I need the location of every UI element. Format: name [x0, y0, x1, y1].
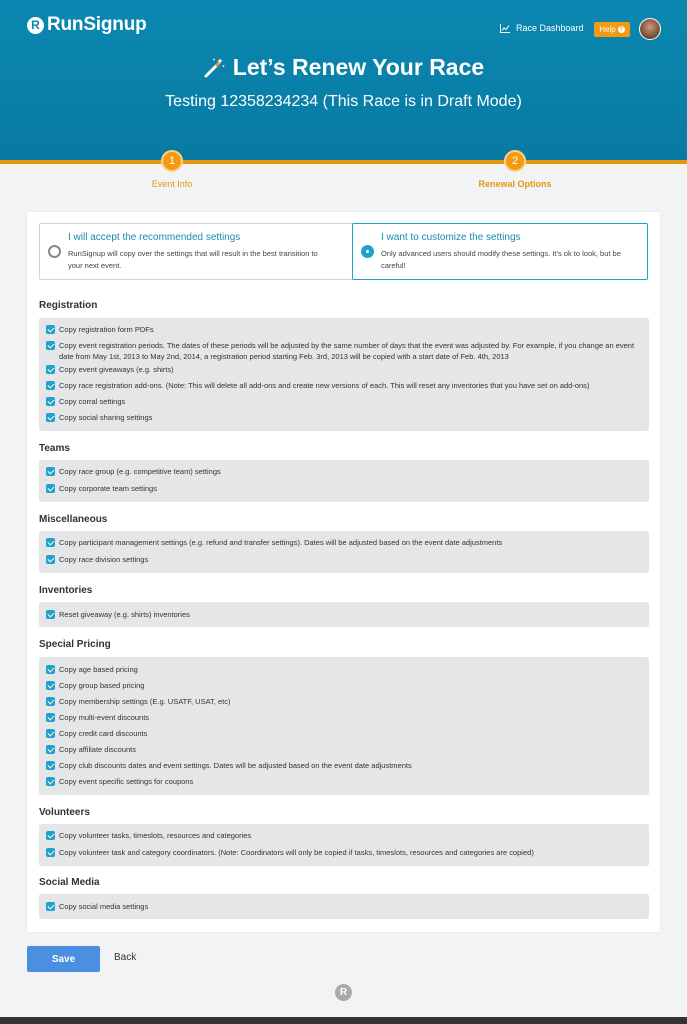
- recommended-radio[interactable]: [48, 245, 61, 258]
- step-2-label[interactable]: Renewal Options: [478, 179, 552, 189]
- registration-panel: [39, 318, 649, 431]
- footer-logo-icon: R: [335, 984, 352, 1001]
- checkbox-label: Copy multi-event discounts: [59, 713, 150, 722]
- checkbox-row[interactable]: [46, 340, 641, 362]
- section-title-special-pricing: Special Pricing: [39, 639, 111, 650]
- volunteers-panel: [39, 824, 649, 866]
- race-dashboard-label: Race Dashboard: [516, 23, 584, 33]
- help-label: Help: [599, 25, 616, 34]
- customize-radio[interactable]: [361, 245, 374, 258]
- checkbox[interactable]: [46, 729, 55, 738]
- recommended-settings-option[interactable]: [39, 223, 363, 280]
- customize-description: Only advanced users should modify these settings. It's ok to look, but be careful!: [381, 249, 621, 270]
- magic-wand-icon: [203, 57, 225, 79]
- checkbox[interactable]: [46, 325, 55, 334]
- checkbox-label: Copy race registration add-ons. (Note: This will delete all add-ons and create new versions of each. This will reset any inventories that you have set on add-ons): [59, 381, 590, 390]
- checkbox-label: Copy affiliate discounts: [59, 745, 136, 754]
- page-title: Let’s Renew Your Race: [232, 54, 485, 80]
- checkbox-label: Copy social media settings: [59, 902, 149, 911]
- checkbox-label: Reset giveaway (e.g. shirts) inventories: [59, 610, 190, 619]
- checkbox-row[interactable]: [46, 696, 230, 707]
- logo-mark: R: [27, 17, 44, 34]
- checkbox-row[interactable]: [46, 466, 221, 477]
- checkbox[interactable]: [46, 831, 55, 840]
- checkbox-label: Copy membership settings (E.g. USATF, USAT, etc): [59, 697, 231, 706]
- checkbox-row[interactable]: [46, 364, 174, 375]
- checkbox-label: Copy club discounts dates and event settings. Dates will be adjusted based on the event date adjustments: [59, 761, 412, 770]
- checkbox[interactable]: [46, 745, 55, 754]
- help-button[interactable]: [594, 22, 630, 37]
- question-icon: ?: [619, 26, 624, 33]
- checkbox-row[interactable]: [46, 712, 149, 723]
- checkbox[interactable]: [46, 777, 55, 786]
- save-button[interactable]: Save: [27, 946, 100, 972]
- checkbox-row[interactable]: [46, 664, 138, 675]
- logo-text: RunSignup: [47, 14, 147, 35]
- checkbox[interactable]: [46, 341, 55, 350]
- checkbox-row[interactable]: [46, 396, 125, 407]
- checkbox-row[interactable]: [46, 760, 412, 771]
- checkbox-row[interactable]: [46, 901, 148, 912]
- chart-icon: [500, 24, 510, 33]
- checkbox[interactable]: [46, 665, 55, 674]
- social-media-panel: [39, 894, 649, 919]
- checkbox-row[interactable]: [46, 324, 154, 335]
- page-title-row: [0, 54, 687, 81]
- back-link[interactable]: Back: [114, 952, 137, 963]
- checkbox-row[interactable]: [46, 776, 193, 787]
- checkbox-label: Copy event giveaways (e.g. shirts): [59, 365, 174, 374]
- renewal-options-card: [27, 212, 660, 932]
- bottom-bar: [0, 1017, 687, 1024]
- checkbox-row[interactable]: [46, 847, 534, 858]
- checkbox[interactable]: [46, 467, 55, 476]
- race-subtitle: Testing 12358234234 (This Race is in Draft Mode): [165, 93, 522, 110]
- checkbox-label: Copy age based pricing: [59, 665, 138, 674]
- recommended-title: I will accept the recommended settings: [68, 232, 241, 243]
- checkbox[interactable]: [46, 555, 55, 564]
- teams-panel: [39, 460, 649, 502]
- checkbox-row[interactable]: [46, 483, 157, 494]
- checkbox[interactable]: [46, 484, 55, 493]
- checkbox[interactable]: [46, 697, 55, 706]
- recommended-description: RunSignup will copy over the settings that will result in the best transition to your next event.: [68, 249, 318, 270]
- runsignup-logo[interactable]: [27, 14, 147, 36]
- checkbox-row[interactable]: [46, 728, 147, 739]
- customize-settings-option[interactable]: [352, 223, 648, 280]
- checkbox[interactable]: [46, 538, 55, 547]
- checkbox-row[interactable]: [46, 537, 502, 548]
- checkbox-label: Copy participant management settings (e.g. refund and transfer settings). Dates will be adjusted based on the event date adjustments: [59, 538, 503, 547]
- checkbox[interactable]: [46, 848, 55, 857]
- checkbox-label: Copy volunteer task and category coordinators. (Note: Coordinators will only be copied if tasks, timeslots, resources and categories are copied): [59, 848, 534, 857]
- checkbox[interactable]: [46, 610, 55, 619]
- checkbox[interactable]: [46, 413, 55, 422]
- section-title-teams: Teams: [39, 443, 70, 454]
- checkbox-label: Copy event registration periods. The dates of these periods will be adjusted by the same number of days that the event was adjusted by. For example, if you change an event date from May 1st, 2013 to May 2nd, 2014, a registration period starting Feb. 3rd, 2013 will be copied with a start date of Feb. 4th, 2013: [59, 341, 635, 361]
- checkbox-row[interactable]: [46, 680, 144, 691]
- checkbox-label: Copy volunteer tasks, timeslots, resources and categories: [59, 831, 252, 840]
- checkbox[interactable]: [46, 681, 55, 690]
- step-2-indicator[interactable]: 2: [504, 150, 526, 172]
- section-title-miscellaneous: Miscellaneous: [39, 514, 108, 525]
- section-title-social-media: Social Media: [39, 877, 100, 888]
- checkbox-label: Copy race group (e.g. competitive team) settings: [59, 467, 221, 476]
- checkbox-label: Copy race division settings: [59, 555, 149, 564]
- checkbox-row[interactable]: [46, 554, 148, 565]
- miscellaneous-panel: [39, 531, 649, 573]
- checkbox-row[interactable]: [46, 830, 251, 841]
- checkbox-row[interactable]: [46, 609, 190, 620]
- customize-title: I want to customize the settings: [381, 232, 521, 243]
- checkbox[interactable]: [46, 713, 55, 722]
- checkbox-row[interactable]: [46, 380, 589, 391]
- page-header: [0, 0, 687, 160]
- special-pricing-panel: [39, 657, 649, 795]
- checkbox-label: Copy corral settings: [59, 397, 126, 406]
- inventories-panel: [39, 602, 649, 627]
- checkbox[interactable]: [46, 381, 55, 390]
- section-title-volunteers: Volunteers: [39, 807, 90, 818]
- section-title-registration: Registration: [39, 300, 98, 311]
- avatar[interactable]: [639, 18, 661, 40]
- checkbox[interactable]: [46, 365, 55, 374]
- checkbox[interactable]: [46, 397, 55, 406]
- race-dashboard-link[interactable]: [500, 23, 584, 33]
- checkbox-label: Copy social sharing settings: [59, 413, 153, 422]
- checkbox-label: Copy event specific settings for coupons: [59, 777, 194, 786]
- checkbox-row[interactable]: [46, 412, 152, 423]
- checkbox[interactable]: [46, 761, 55, 770]
- checkbox[interactable]: [46, 902, 55, 911]
- section-title-inventories: Inventories: [39, 585, 93, 596]
- checkbox-label: Copy registration form PDFs: [59, 325, 154, 334]
- step-1-label[interactable]: Event Info: [151, 179, 193, 189]
- checkbox-row[interactable]: [46, 744, 136, 755]
- header-divider: [0, 160, 687, 164]
- checkbox-label: Copy credit card discounts: [59, 729, 148, 738]
- step-1-indicator[interactable]: 1: [161, 150, 183, 172]
- checkbox-label: Copy corporate team settings: [59, 484, 157, 493]
- checkbox-label: Copy group based pricing: [59, 681, 145, 690]
